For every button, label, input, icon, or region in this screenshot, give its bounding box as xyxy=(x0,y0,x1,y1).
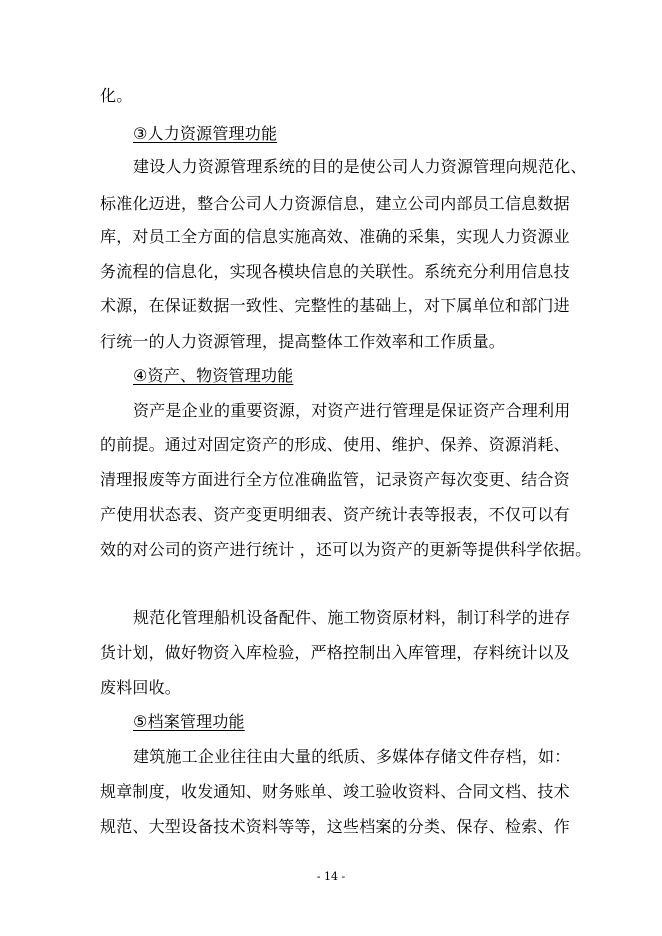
text-line: 术源，在保证数据一致性、完整性的基础上，对下属单位和部门进 xyxy=(100,296,570,315)
text-line: 清理报废等方面进行全方位准确监管，记录资产每次变更、结合资 xyxy=(100,470,570,489)
section-heading-hr: ③人力资源管理功能 xyxy=(133,124,278,143)
text-line: 的前提。通过对固定资产的形成、使用、维护、保养、资源消耗、 xyxy=(100,435,570,454)
text-line: 效的对公司的资产进行统计 ，还可以为资产的更新等提供科学依据。 xyxy=(100,540,592,559)
text-line: 资产是企业的重要资源，对资产进行管理是保证资产合理利用 xyxy=(133,401,571,420)
text-line: 产使用状态表、资产变更明细表、资产统计表等报表，不仅可以有 xyxy=(100,505,570,524)
text-line: 规范化管理船机设备配件、施工物资原材料，制订科学的进存 xyxy=(133,608,571,627)
text-line: 建设人力资源管理系统的目的是使公司人力资源管理向规范化、 xyxy=(133,157,587,176)
text-line: 规章制度，收发通知、财务账单、竣工验收资料、合同文档、技术 xyxy=(100,782,570,801)
text-line: 务流程的信息化，实现各模块信息的关联性。系统充分利用信息技 xyxy=(100,262,570,281)
page-number: - 14 - xyxy=(316,870,346,883)
text-line: 行统一的人力资源管理，提高整体工作效率和工作质量。 xyxy=(100,332,506,351)
section-heading-assets: ④资产、物资管理功能 xyxy=(133,366,294,385)
text-line: 建筑施工企业往往由大量的纸质、多媒体存储文件存档，如： xyxy=(133,747,571,766)
section-heading-archives: ⑤档案管理功能 xyxy=(133,712,245,731)
text-line: 规范、大型设备技术资料等等，这些档案的分类、保存、检索、作 xyxy=(100,817,570,836)
text-line: 标准化迈进，整合公司人力资源信息，建立公司内部员工信息数据 xyxy=(100,194,570,213)
text-line: 废料回收。 xyxy=(100,678,182,697)
text-line: 化。 xyxy=(100,86,133,105)
text-line: 库，对员工全方面的信息实施高效、准确的采集，实现人力资源业 xyxy=(100,227,570,246)
text-line: 货计划，做好物资入库检验，严格控制出入库管理，存料统计以及 xyxy=(100,643,570,662)
